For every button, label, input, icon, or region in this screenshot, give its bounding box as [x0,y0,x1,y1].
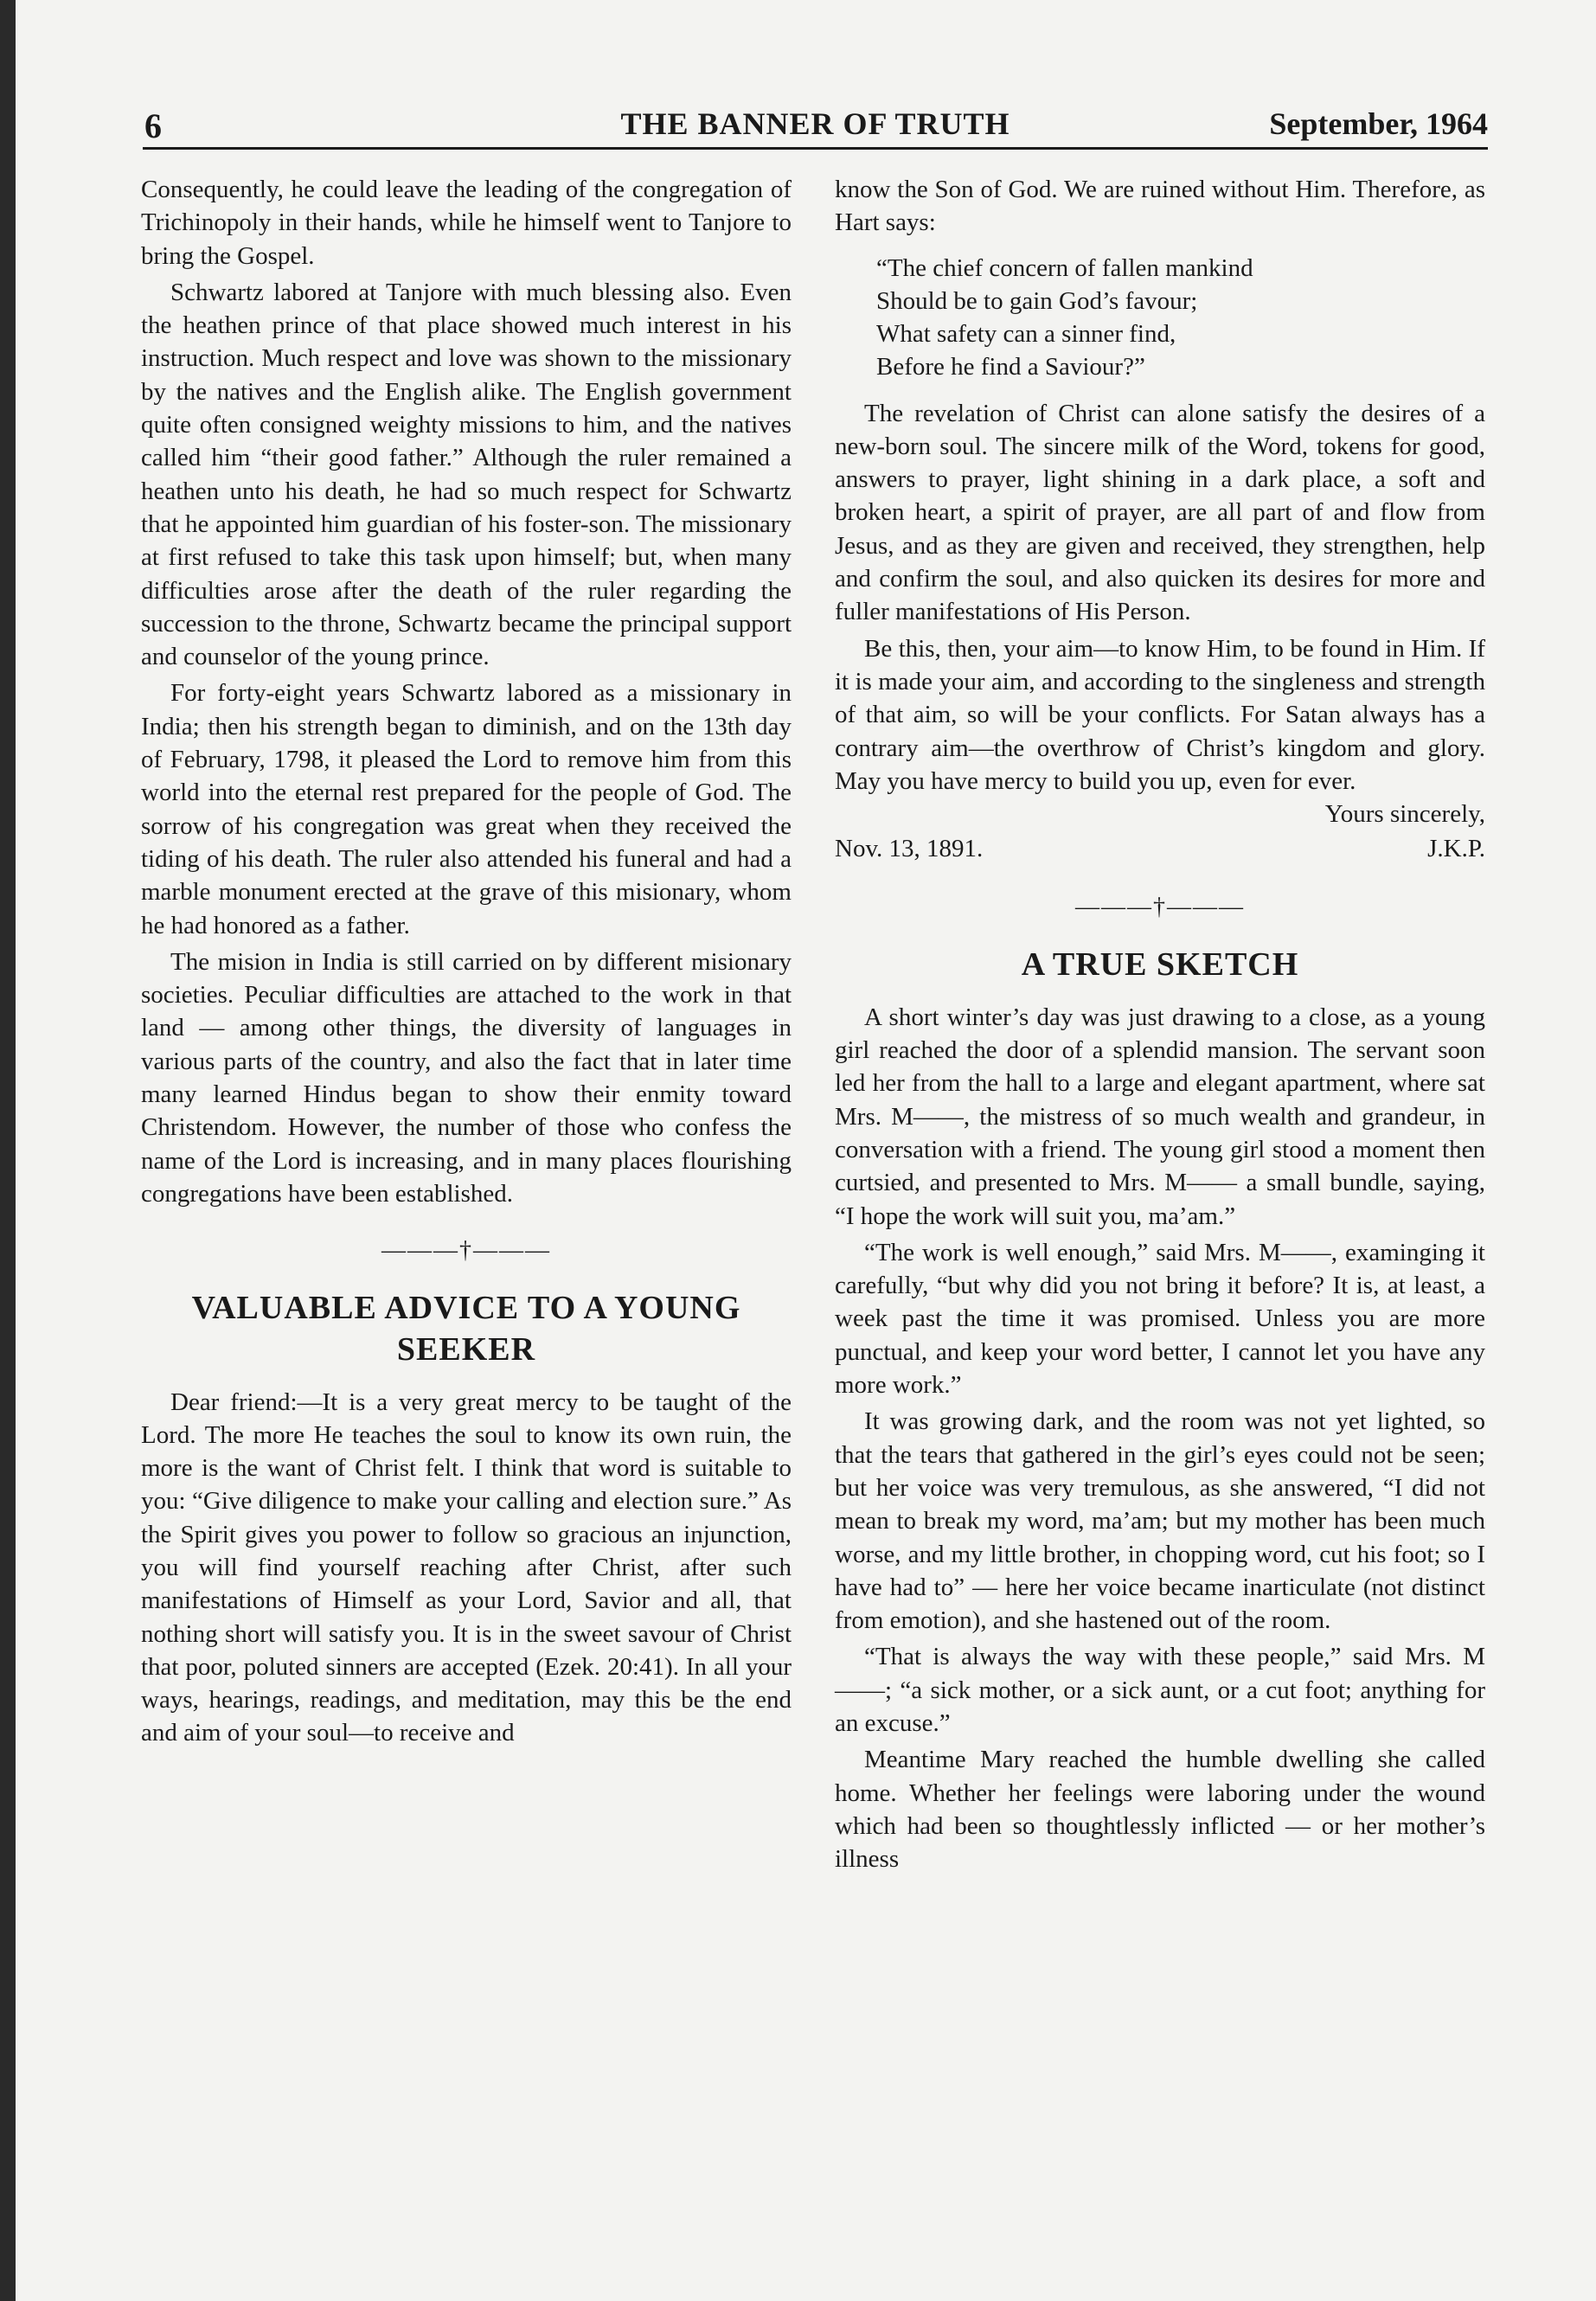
letter-closing: Yours sincerely, [1324,800,1485,829]
poem-line: “The chief concern of fallen mankind [876,253,1253,282]
paragraph: For forty-eight years Schwartz labored as a missionary in India; then his strength began to diminish, and on the 13th day of February, 1798, it pleased the Lord to remove him from this world into the eternal rest prepared for the people of God. The sorrow of his congregation was great when they received the tiding of his death. The ruler also attended his funeral and had a marble monument erected at the grave of this misionary, whom he had honored as a father. [141,679,792,939]
right-column [835,173,1485,1875]
paragraph: “That is always the way with these people,” said Mrs. M——; “a sick mother, or a sick aunt, or a cut foot; anything for an excuse.” [835,1643,1485,1737]
poem-line: What safety can a sinner find, [876,319,1176,348]
issue-date: September, 1964 [1269,106,1488,141]
poem-line: Should be to gain God’s favour; [876,286,1198,315]
section-separator: ———†——— [1075,894,1245,921]
publication-title: THE BANNER OF TRUTH [620,106,1010,141]
paragraph: Schwartz labored at Tanjore with much blessing also. Even the heathen prince of that place showed much interest in his instruction. Much respect and love was shown to the missionary by the natives and the English alike. The English government quite often consigned weighty missions to him, and the natives called him “their good father.” Although the ruler remained a heathen unto his death, he had so much respect for Schwartz that he appointed him guardian of his foster-son. The missionary at first refused to take this task upon himself; but, when many difficulties arose after the death of the ruler regarding the succession to the throne, Schwartz became the principal support and counselor of the young prince. [141,278,792,671]
paragraph: know the Son of God. We are ruined without Him. Therefore, as Hart says: [835,176,1485,237]
scan-edge [0,0,16,2301]
paragraph: Be this, then, your aim—to know Him, to be found in Him. If it is made your aim, and according to the singleness and strength of that aim, so will be your conflicts. For Satan always has a contrary aim—the overthrow of Christ’s kingdom and glory. May you have mercy to build you up, even for ever. [835,634,1485,795]
section-title-sketch: A TRUE SKETCH [1021,945,1299,983]
letter-signature: J.K.P. [1427,835,1485,863]
paragraph: The mision in India is still carried on by different misionary societies. Peculiar difficulties are attached to the work in that land — among other things, the diversity of languages in various parts of the country, and also the fact that in later time many learned Hindus began to show their enmity toward Christendom. However, the number of those who confess the name of the Lord is increasing, and in many places flourishing congregations have been established. [141,947,792,1208]
section-title-advice: VALUABLE ADVICE TO A YOUNG SEEKER [191,1289,741,1368]
paragraph: A short winter’s day was just drawing to a close, as a young girl reached the door of a splendid mansion. The servant soon led her from the hall to a large and elegant apartment, where sat Mrs. M——, the mistress of so much wealth and grandeur, in conversation with a friend. The young girl stood a moment then curtsied, and presented to Mrs. M—— a small bundle, saying, “I hope the work will suit you, ma’am.” [835,1003,1485,1230]
letter-date-signature [835,832,1485,867]
paragraph: Meantime Mary reached the humble dwelling she called home. Whether her feelings were laboring under the wound which had been so thoughtlessly inflicted — or her mother’s illness [835,1746,1485,1874]
poem-quote [876,252,1485,383]
letter-date: Nov. 13, 1891. [835,835,984,863]
page-number: 6 [144,106,162,145]
section-separator: ———†——— [381,1237,551,1265]
poem-line: Before he find a Saviour?” [876,352,1145,381]
paragraph: Dear friend:—It is a very great mercy to be taught of the Lord. The more He teaches the soul to know its own ruin, the more is the want of Christ felt. I think that word is suitable to you: “Give diligence to make your calling and election sure.” As the Spirit gives you power to follow so gracious an injunction, you will find yourself reaching after Christ, after such manifestations of Himself as your Lord, Savior and all, that nothing short will satisfy you. It is in the sweet savour of Christ that poor, poluted sinners are accepted (Ezek. 20:41). In all your ways, hearings, readings, and meditation, may this be the end and aim of your soul—to receive and [141,1388,792,1747]
paragraph: Consequently, he could leave the leading of the congregation of Trichinopoly in their hands, while he himself went to Tanjore to bring the Gospel. [141,176,792,270]
paragraph: “The work is well enough,” said Mrs. M——, examinging it carefully, “but why did you not bring it before? It is, at least, a week past the time it was promised. Unless you are more punctual, and keep your word better, I cannot let you have any more work.” [835,1238,1485,1400]
page-header [143,102,1488,150]
left-column [141,173,792,1750]
paragraph: It was growing dark, and the room was not yet lighted, so that the tears that gathered in the girl’s eyes could not be seen; but her voice was very tremulous, as she answered, “I did not mean to break my word, ma’am; but my mother has been much worse, and my little brother, in chopping word, cut his foot; so I have had to” — here her voice became inarticulate (not distinct from emotion), and she hastened out of the room. [835,1407,1485,1635]
paragraph: The revelation of Christ can alone satisfy the desires of a new-born soul. The sincere milk of the Word, tokens for good, answers to prayer, light shining in a dark place, a soft and broken heart, a spirit of prayer, are all part of and flow from Jesus, and as they are given and received, they strengthen, help and confirm the soul, and also quicken its desires for more and fuller manifestations of His Person. [835,399,1485,626]
